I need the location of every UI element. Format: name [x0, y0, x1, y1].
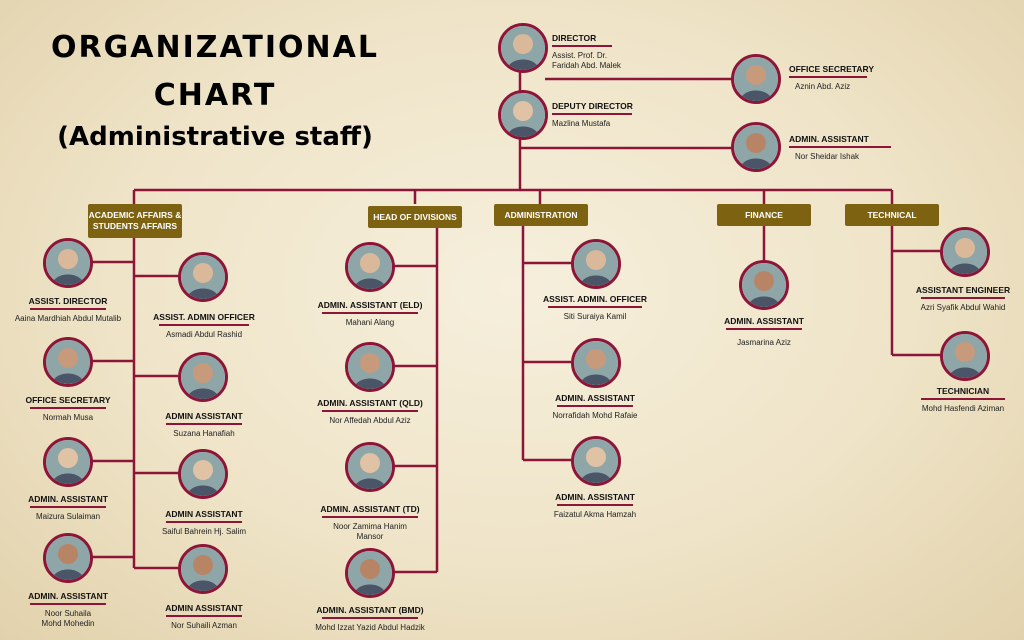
person-name: Mansor: [356, 532, 384, 541]
role-title: ADMIN. ASSISTANT: [789, 134, 869, 144]
dept-technical: TECHNICAL: [845, 204, 939, 226]
staff-card: [270, 504, 470, 542]
assist-director-photo: [43, 238, 93, 288]
admin-assistant-admin-2-photo: [571, 436, 621, 486]
person-name: Siti Suraiya Kamil: [563, 312, 627, 321]
person-name: Asmadi Abdul Rashid: [165, 330, 243, 339]
role-title: ASSISTANT ENGINEER: [915, 285, 1011, 295]
dept-administration: ADMINISTRATION: [494, 204, 588, 226]
staff-card: [863, 386, 1024, 414]
role-title: ADMIN. ASSISTANT (TD): [320, 504, 420, 514]
admin-assistant-qld-photo: [345, 342, 395, 392]
person-name: Faridah Abd. Malek: [552, 61, 621, 70]
admin-assistant-bmd-photo: [345, 548, 395, 598]
staff-card: [270, 605, 470, 633]
admin-assistant-academic-5-photo: [178, 544, 228, 594]
role-title: ADMIN ASSISTANT: [165, 603, 243, 613]
role-title: ADMIN. ASSISTANT (BMD): [316, 605, 424, 615]
role-title: ADMIN. ASSISTANT: [555, 492, 635, 502]
admin-assistant-admin-1-photo: [571, 338, 621, 388]
role-title: ADMIN. ASSISTANT: [555, 393, 635, 403]
person-name: Saiful Bahrein Hj. Salim: [161, 527, 247, 536]
person-name: Mohd Izzat Yazid Abdul Hadzik: [315, 623, 425, 632]
admin-assistant-academic-3-photo: [178, 352, 228, 402]
person-name: Faizatul Akma Hamzah: [553, 510, 637, 519]
top-admin-assistant-label: [789, 134, 989, 162]
staff-card: [495, 393, 695, 421]
role-title: ADMIN. ASSISTANT (QLD): [317, 398, 423, 408]
role-title: ADMIN. ASSISTANT: [28, 494, 108, 504]
technician-photo: [940, 331, 990, 381]
dept-head-of-divisions: HEAD OF DIVISIONS: [368, 206, 462, 228]
person-name: Mohd Mohedin: [41, 619, 95, 628]
role-title: ADMIN ASSISTANT: [165, 411, 243, 421]
role-title: ADMIN. ASSISTANT: [28, 591, 108, 601]
person-name: Noor Zamima Hanim: [333, 522, 407, 531]
chart-title-line2: CHART: [153, 78, 277, 113]
admin-assistant-eld-photo: [345, 242, 395, 292]
role-title: TECHNICIAN: [936, 386, 990, 396]
staff-card: [863, 285, 1024, 313]
person-name: Assist. Prof. Dr.: [552, 51, 608, 60]
deputy-director-label: [552, 101, 752, 129]
admin-assistant-td-photo: [345, 442, 395, 492]
assist-admin-officer-admin-photo: [571, 239, 621, 289]
admin-assistant-academic-4-photo: [178, 449, 228, 499]
person-name: Nor Affedah Abdul Aziz: [329, 416, 411, 425]
role-title: ADMIN. ASSISTANT: [724, 316, 804, 326]
role-title: ADMIN. ASSISTANT (ELD): [317, 300, 423, 310]
staff-card: [270, 398, 470, 426]
person-name: Normah Musa: [42, 413, 94, 422]
director-label: [552, 33, 752, 71]
person-name: Noor Suhaila: [44, 609, 92, 618]
person-name: Azri Syafik Abdul Wahid: [920, 303, 1006, 312]
office-secretary-label: [789, 64, 989, 92]
admin-assistant-academic-1-photo: [43, 437, 93, 487]
role-title: ASSIST. ADMIN OFFICER: [153, 312, 255, 322]
staff-card: [664, 316, 864, 348]
dept-finance: FINANCE: [717, 204, 811, 226]
chart-title-line1: ORGANIZATIONAL: [51, 30, 379, 65]
role-title: ASSIST. ADMIN. OFFICER: [542, 294, 648, 304]
role-title: DEPUTY DIRECTOR: [552, 101, 633, 111]
chart-subtitle: (Administrative staff): [57, 122, 373, 152]
role-title: OFFICE SECRETARY: [25, 395, 111, 405]
person-name: Maizura Sulaiman: [35, 512, 101, 521]
deputy-director-photo: [498, 90, 548, 140]
role-title: OFFICE SECRETARY: [789, 64, 875, 74]
person-name: Nor Suhaili Azman: [171, 621, 237, 630]
person-name: Mahani Alang: [345, 318, 395, 327]
office-secretary-academic-photo: [43, 337, 93, 387]
person-name: Jasmarina Aziz: [737, 338, 791, 347]
person-name: Aznin Abd. Aziz: [795, 82, 851, 91]
person-name: Norrafidah Mohd Rafaie: [552, 411, 638, 420]
director-photo: [498, 23, 548, 73]
role-title: DIRECTOR: [552, 33, 597, 43]
person-name: Mohd Hasfendi Aziman: [921, 404, 1005, 413]
person-name: Nor Sheidar Ishak: [795, 152, 860, 161]
admin-assistant-finance-photo: [739, 260, 789, 310]
person-name: Aaina Mardhiah Abdul Mutalib: [14, 314, 122, 323]
person-name: Mazlina Mustafa: [552, 119, 611, 128]
role-title: ASSIST. DIRECTOR: [28, 296, 108, 306]
dept-academic-affairs: ACADEMIC AFFAIRS & STUDENTS AFFAIRS: [88, 204, 182, 238]
role-title: ADMIN ASSISTANT: [165, 509, 243, 519]
admin-assistant-academic-2-photo: [43, 533, 93, 583]
staff-card: [270, 300, 470, 328]
admin-assistant-photo: [731, 122, 781, 172]
staff-card: [495, 492, 695, 520]
assist-admin-officer-academic-photo: [178, 252, 228, 302]
person-name: Suzana Hanafiah: [173, 429, 235, 438]
assistant-engineer-photo: [940, 227, 990, 277]
